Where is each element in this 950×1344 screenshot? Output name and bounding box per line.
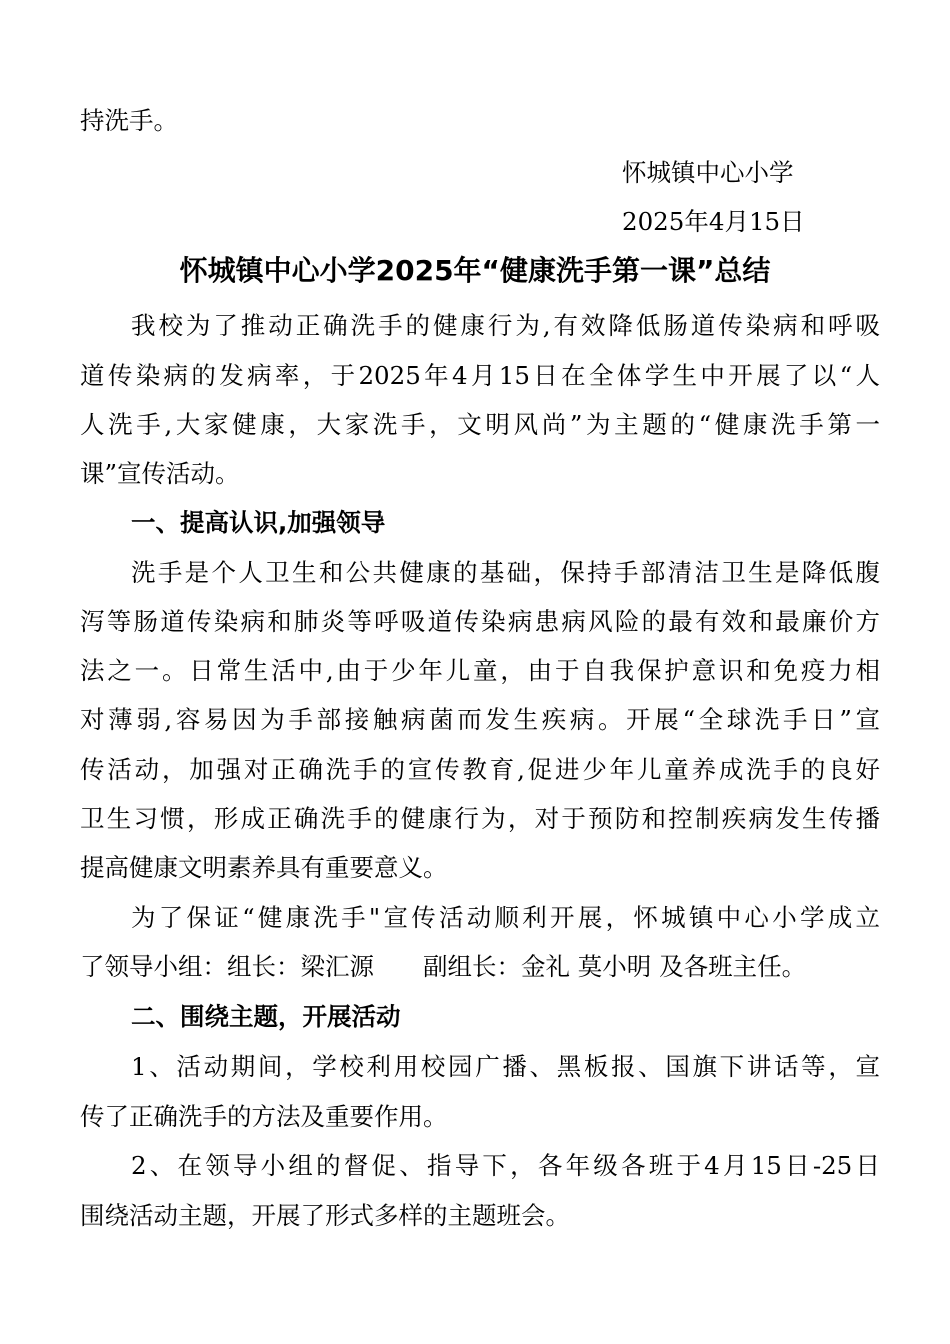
paragraph-line: 卫生习惯，形成正确洗手的健康行为，对于预防和控制疾病发生传播 <box>80 804 880 833</box>
intro-line: 课”宣传活动。 <box>80 459 240 488</box>
document-title: 怀城镇中心小学2025年“健康洗手第一课”总结 <box>179 254 771 287</box>
signoff-organization: 怀城镇中心小学 <box>622 158 794 187</box>
paragraph-line: 泻等肠道传染病和肺炎等呼吸道传染病患病风险的最有效和最廉价方 <box>80 607 880 636</box>
section-heading-1: 一、提高认识,加强领导 <box>131 508 386 537</box>
paragraph-line: 法之一。日常生活中,由于少年儿童，由于自我保护意识和免疫力相 <box>80 656 880 685</box>
paragraph-line: 为了保证“健康洗手"宣传活动顺利开展，怀城镇中心小学成立 <box>131 903 880 932</box>
intro-line: 人洗手,大家健康，大家洗手，文明风尚”为主题的“健康洗手第一 <box>80 410 880 439</box>
intro-line: 我校为了推动正确洗手的健康行为,有效降低肠道传染病和呼吸 <box>131 311 880 340</box>
leadership-group-line: 了领导小组：组长：梁汇源 副组长：金礼 莫小明 及各班主任。 <box>80 952 807 981</box>
intro-line: 道传染病的发病率，于2025年4月15日在全体学生中开展了以“人 <box>80 361 880 390</box>
list-item: 传了正确洗手的方法及重要作用。 <box>80 1102 448 1131</box>
paragraph-line: 对薄弱,容易因为手部接触病菌而发生疾病。开展“全球洗手日”宣 <box>80 705 880 734</box>
continuation-text: 持洗手。 <box>80 106 178 135</box>
section-heading-2: 二、围绕主题，开展活动 <box>131 1002 401 1031</box>
paragraph-line: 传活动，加强对正确洗手的宣传教育,促进少年儿童养成洗手的良好 <box>80 755 880 784</box>
signoff-date: 2025年4月15日 <box>622 207 805 236</box>
list-item: 围绕活动主题，开展了形式多样的主题班会。 <box>80 1201 570 1230</box>
list-item: 2、在领导小组的督促、指导下，各年级各班于4月15日-25日 <box>131 1151 880 1180</box>
paragraph-line: 提高健康文明素养具有重要意义。 <box>80 853 448 882</box>
list-item: 1、活动期间，学校利用校园广播、黑板报、国旗下讲话等，宣 <box>131 1052 880 1081</box>
paragraph-line: 洗手是个人卫生和公共健康的基础，保持手部清洁卫生是降低腹 <box>131 558 880 587</box>
